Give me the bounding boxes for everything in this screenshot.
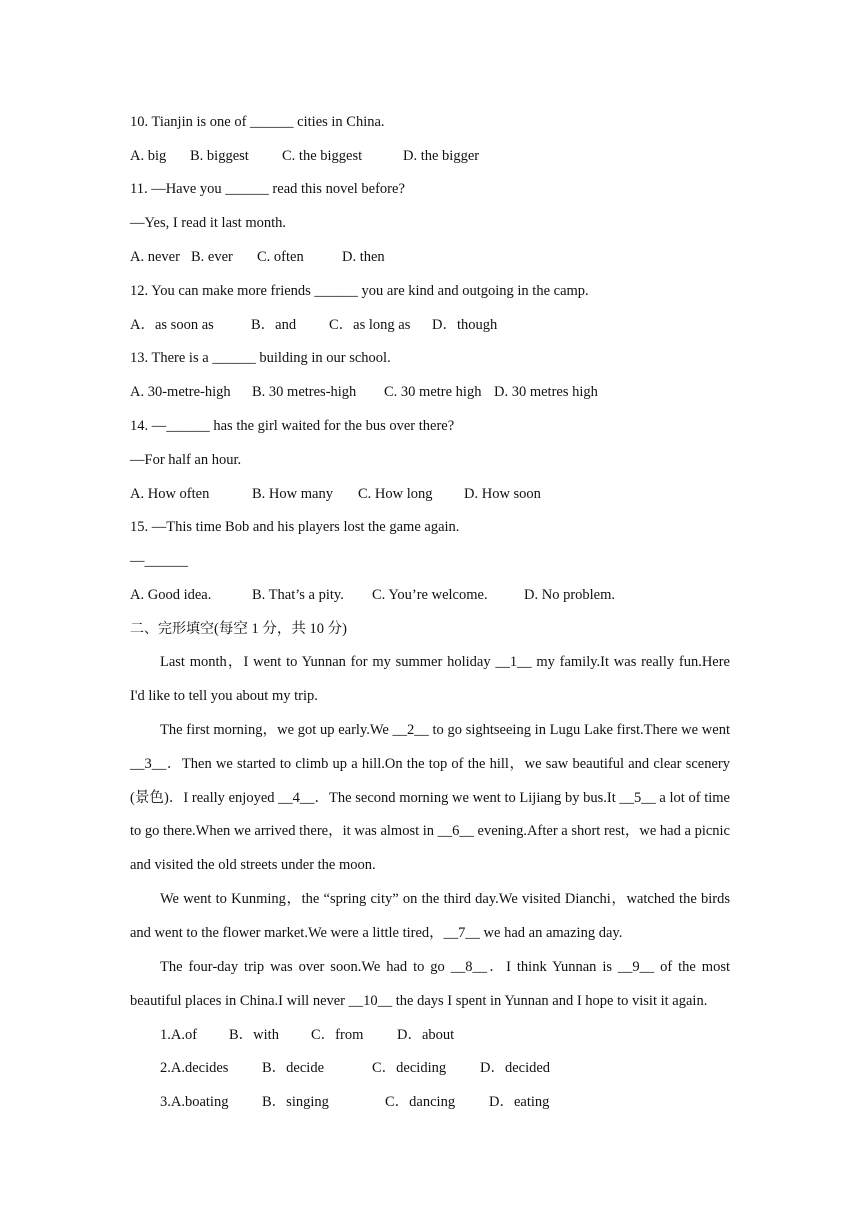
cloze-3-option-d: D．eating xyxy=(489,1094,550,1110)
question-15-option-a: A. Good idea. xyxy=(130,587,212,603)
question-15-stem: 15. —This time Bob and his players lost the game again. xyxy=(130,519,460,535)
section-title: 二、完形填空 xyxy=(130,621,214,637)
question-14-option-c: C. How long xyxy=(358,486,433,502)
question-12-option-c: C．as long as xyxy=(329,317,411,333)
cloze-3-option-c: C．dancing xyxy=(385,1094,456,1110)
question-13-option-a: A. 30-metre-high xyxy=(130,384,231,400)
cloze-3-option-b: B．singing xyxy=(262,1094,329,1110)
question-10-option-c: C. the biggest xyxy=(282,148,363,164)
passage-paragraph-1: Last month，I went to Yunnan for my summer holiday __1__ my family.It was really fun.Here I'd like to tell you about my trip. xyxy=(130,654,730,704)
cloze-1-option-d: D．about xyxy=(397,1027,455,1043)
question-14-option-b: B. How many xyxy=(252,486,333,502)
cloze-2-option-d: D．decided xyxy=(480,1060,551,1076)
cloze-2-option-b: B．decide xyxy=(262,1060,325,1076)
question-14-stem: 14. —______ has the girl waited for the bus over there? xyxy=(130,418,455,434)
cloze-2-option-a: 2.A.decides xyxy=(160,1060,229,1076)
question-11-option-d: D. then xyxy=(342,249,385,265)
question-12-option-a: A．as soon as xyxy=(130,317,214,333)
question-14-option-a: A. How often xyxy=(130,486,210,502)
question-13-option-d: D. 30 metres high xyxy=(494,384,598,400)
question-10-option-d: D. the bigger xyxy=(403,148,480,164)
question-15-option-b: B. That’s a pity. xyxy=(252,587,344,603)
question-11-reply: —Yes, I read it last month. xyxy=(130,215,287,231)
question-13-stem: 13. There is a ______ building in our school. xyxy=(130,350,391,366)
cloze-3-option-a: 3.A.boating xyxy=(160,1094,229,1110)
question-10-stem: 10. Tianjin is one of ______ cities in China. xyxy=(130,114,385,130)
question-15-option-c: C. You’re welcome. xyxy=(372,587,488,603)
passage-paragraph-4: The four-day trip was over soon.We had to go __8__．I think Yunnan is __9__ of the most beautiful places in China.I will never __10__ the days I spent in Yunnan and I hope to visit it again. xyxy=(130,959,730,1009)
cloze-1-option-a: 1.A.of xyxy=(160,1027,198,1043)
question-13-option-c: C. 30 metre high xyxy=(384,384,482,400)
question-11-option-b: B. ever xyxy=(191,249,233,265)
question-11-option-c: C. often xyxy=(257,249,304,265)
question-14-reply: —For half an hour. xyxy=(130,452,242,468)
question-15-reply: —______ xyxy=(130,553,188,569)
cloze-1-option-b: B．with xyxy=(229,1027,279,1043)
passage-paragraph-3: We went to Kunming，the “spring city” on the third day.We visited Dianchi，watched the birds and went to the flower market.We were a little tired，__7__ we had an amazing day. xyxy=(130,891,730,941)
section-score-note: (每空 1 分，共 10 分) xyxy=(214,621,347,637)
question-15-option-d: D. No problem. xyxy=(524,587,616,603)
question-11-stem: 11. —Have you ______ read this novel before? xyxy=(130,181,405,197)
question-14-option-d: D. How soon xyxy=(464,486,541,502)
question-12-option-b: B．and xyxy=(251,317,297,333)
question-10-option-a: A. big xyxy=(130,148,167,164)
question-11-option-a: A. never xyxy=(130,249,180,265)
question-10-option-b: B. biggest xyxy=(190,148,249,164)
question-13-option-b: B. 30 metres-high xyxy=(252,384,357,400)
passage-paragraph-2: The first morning，we got up early.We __2__ to go sightseeing in Lugu Lake first.There we went __3__．Then we started to climb up a hill.On the top of the hill，we saw beautiful and clear scenery (景色)．I really enjoyed __4__．The second morning we went to Lijiang by bus.It __5__ a lot of time to go there.When we arrived there，it was almost in __6__ evening.After a short rest，we had a picnic and visited the old streets under the moon. xyxy=(130,722,730,874)
section-heading xyxy=(130,619,347,639)
cloze-2-option-c: C．deciding xyxy=(372,1060,447,1076)
question-12-stem: 12. You can make more friends ______ you are kind and outgoing in the camp. xyxy=(130,283,589,299)
cloze-1-option-c: C．from xyxy=(311,1027,364,1043)
question-12-option-d: D．though xyxy=(432,317,498,333)
